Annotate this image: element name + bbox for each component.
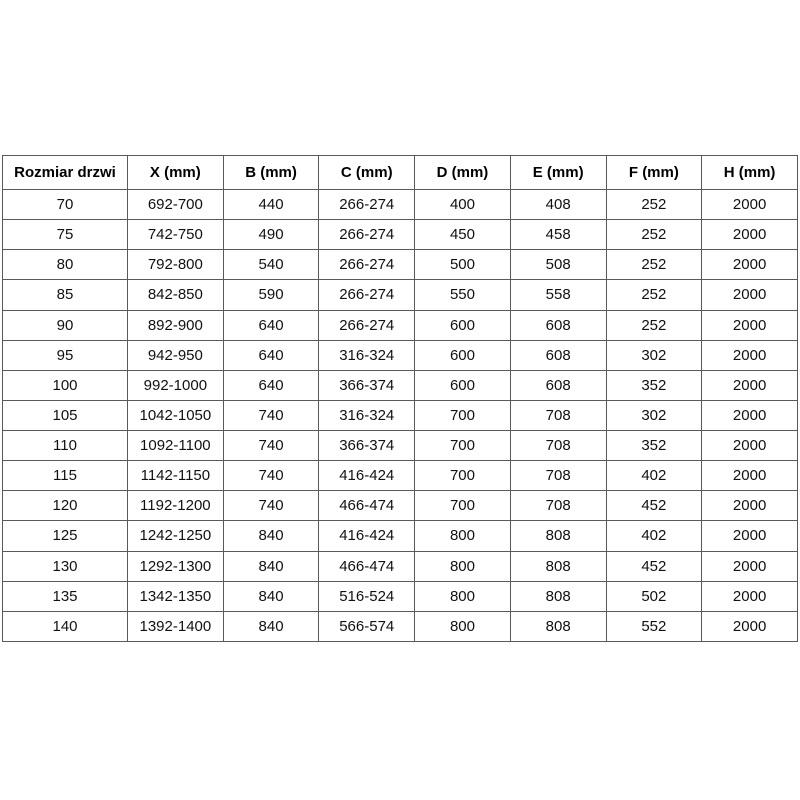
table-cell: 508 (510, 250, 606, 280)
table-cell: 352 (606, 370, 702, 400)
table-cell: 2000 (702, 581, 798, 611)
column-header: E (mm) (510, 156, 606, 190)
table-cell: 1042-1050 (128, 400, 224, 430)
table-cell: 740 (223, 400, 319, 430)
table-cell: 135 (3, 581, 128, 611)
table-cell: 1292-1300 (128, 551, 224, 581)
table-cell: 2000 (702, 370, 798, 400)
table-row (3, 190, 798, 220)
table-cell: 808 (510, 611, 606, 641)
table-cell: 640 (223, 340, 319, 370)
table-cell: 408 (510, 190, 606, 220)
column-header: X (mm) (128, 156, 224, 190)
table-cell: 400 (415, 190, 511, 220)
table-cell: 416-424 (319, 521, 415, 551)
table-cell: 740 (223, 431, 319, 461)
table-cell: 466-474 (319, 551, 415, 581)
table-cell: 2000 (702, 340, 798, 370)
table-cell: 140 (3, 611, 128, 641)
table-cell: 2000 (702, 250, 798, 280)
header-row (3, 156, 798, 190)
table-row (3, 370, 798, 400)
table-cell: 800 (415, 581, 511, 611)
table-cell: 700 (415, 461, 511, 491)
table-cell: 640 (223, 370, 319, 400)
table-cell: 740 (223, 461, 319, 491)
table-cell: 1392-1400 (128, 611, 224, 641)
table-cell: 466-474 (319, 491, 415, 521)
table-cell: 516-524 (319, 581, 415, 611)
table-row (3, 611, 798, 641)
table-cell: 566-574 (319, 611, 415, 641)
table-cell: 75 (3, 220, 128, 250)
table-cell: 266-274 (319, 250, 415, 280)
table-cell: 115 (3, 461, 128, 491)
table-row (3, 461, 798, 491)
table-cell: 252 (606, 280, 702, 310)
table-cell: 125 (3, 521, 128, 551)
table-cell: 110 (3, 431, 128, 461)
table-cell: 450 (415, 220, 511, 250)
table-cell: 252 (606, 190, 702, 220)
column-header: B (mm) (223, 156, 319, 190)
table-cell: 640 (223, 310, 319, 340)
table-cell: 708 (510, 400, 606, 430)
table-cell: 402 (606, 521, 702, 551)
table-cell: 252 (606, 310, 702, 340)
table-cell: 2000 (702, 551, 798, 581)
table-cell: 840 (223, 551, 319, 581)
table-row (3, 581, 798, 611)
table-cell: 700 (415, 491, 511, 521)
table-cell: 2000 (702, 431, 798, 461)
table-cell: 700 (415, 400, 511, 430)
column-header: C (mm) (319, 156, 415, 190)
table-cell: 302 (606, 340, 702, 370)
table-cell: 352 (606, 431, 702, 461)
table-cell: 490 (223, 220, 319, 250)
table-cell: 366-374 (319, 370, 415, 400)
table-cell: 808 (510, 521, 606, 551)
column-header: D (mm) (415, 156, 511, 190)
table-cell: 552 (606, 611, 702, 641)
table-cell: 416-424 (319, 461, 415, 491)
table-cell: 600 (415, 310, 511, 340)
table-row (3, 491, 798, 521)
table-cell: 1192-1200 (128, 491, 224, 521)
table-cell: 252 (606, 250, 702, 280)
table-cell: 2000 (702, 220, 798, 250)
table-cell: 608 (510, 310, 606, 340)
table-cell: 452 (606, 551, 702, 581)
table-cell: 266-274 (319, 220, 415, 250)
table-cell: 458 (510, 220, 606, 250)
table-cell: 600 (415, 370, 511, 400)
table-cell: 550 (415, 280, 511, 310)
table-cell: 808 (510, 581, 606, 611)
table-row (3, 250, 798, 280)
table-cell: 1342-1350 (128, 581, 224, 611)
table-cell: 1142-1150 (128, 461, 224, 491)
table-cell: 700 (415, 431, 511, 461)
table-cell: 708 (510, 461, 606, 491)
table-cell: 540 (223, 250, 319, 280)
table-cell: 266-274 (319, 310, 415, 340)
table-cell: 100 (3, 370, 128, 400)
table-cell: 792-800 (128, 250, 224, 280)
table-cell: 892-900 (128, 310, 224, 340)
table-cell: 708 (510, 491, 606, 521)
table-cell: 80 (3, 250, 128, 280)
table-cell: 302 (606, 400, 702, 430)
table-cell: 2000 (702, 491, 798, 521)
table-cell: 252 (606, 220, 702, 250)
table-cell: 440 (223, 190, 319, 220)
table-cell: 2000 (702, 461, 798, 491)
table-cell: 2000 (702, 611, 798, 641)
column-header: Rozmiar drzwi (3, 156, 128, 190)
table-cell: 266-274 (319, 190, 415, 220)
table-cell: 70 (3, 190, 128, 220)
table-cell: 402 (606, 461, 702, 491)
table-cell: 800 (415, 611, 511, 641)
table-cell: 366-374 (319, 431, 415, 461)
table-cell: 600 (415, 340, 511, 370)
column-header: H (mm) (702, 156, 798, 190)
table-row (3, 280, 798, 310)
table-cell: 316-324 (319, 340, 415, 370)
table-cell: 942-950 (128, 340, 224, 370)
table-cell: 808 (510, 551, 606, 581)
table-row (3, 431, 798, 461)
table-cell: 840 (223, 611, 319, 641)
table-cell: 130 (3, 551, 128, 581)
table-header (3, 156, 798, 190)
table-cell: 2000 (702, 521, 798, 551)
table-cell: 558 (510, 280, 606, 310)
table-cell: 708 (510, 431, 606, 461)
table-cell: 992-1000 (128, 370, 224, 400)
table-row (3, 220, 798, 250)
table-cell: 692-700 (128, 190, 224, 220)
table-cell: 120 (3, 491, 128, 521)
table-cell: 840 (223, 581, 319, 611)
table-cell: 608 (510, 370, 606, 400)
door-size-table (2, 155, 798, 642)
table-cell: 90 (3, 310, 128, 340)
table-cell: 842-850 (128, 280, 224, 310)
table-cell: 452 (606, 491, 702, 521)
table-row (3, 310, 798, 340)
table-row (3, 521, 798, 551)
table-cell: 840 (223, 521, 319, 551)
table-cell: 105 (3, 400, 128, 430)
table-cell: 500 (415, 250, 511, 280)
table-cell: 85 (3, 280, 128, 310)
table-body (3, 190, 798, 642)
table-cell: 316-324 (319, 400, 415, 430)
table-cell: 1242-1250 (128, 521, 224, 551)
column-header: F (mm) (606, 156, 702, 190)
table-cell: 608 (510, 340, 606, 370)
table-cell: 502 (606, 581, 702, 611)
table-cell: 2000 (702, 400, 798, 430)
table-cell: 2000 (702, 310, 798, 340)
table-cell: 800 (415, 521, 511, 551)
table-cell: 1092-1100 (128, 431, 224, 461)
table-row (3, 340, 798, 370)
table-row (3, 551, 798, 581)
table-cell: 266-274 (319, 280, 415, 310)
table-cell: 742-750 (128, 220, 224, 250)
table-cell: 740 (223, 491, 319, 521)
table-cell: 800 (415, 551, 511, 581)
table-cell: 590 (223, 280, 319, 310)
table-cell: 2000 (702, 190, 798, 220)
table-cell: 2000 (702, 280, 798, 310)
table-cell: 95 (3, 340, 128, 370)
table-row (3, 400, 798, 430)
